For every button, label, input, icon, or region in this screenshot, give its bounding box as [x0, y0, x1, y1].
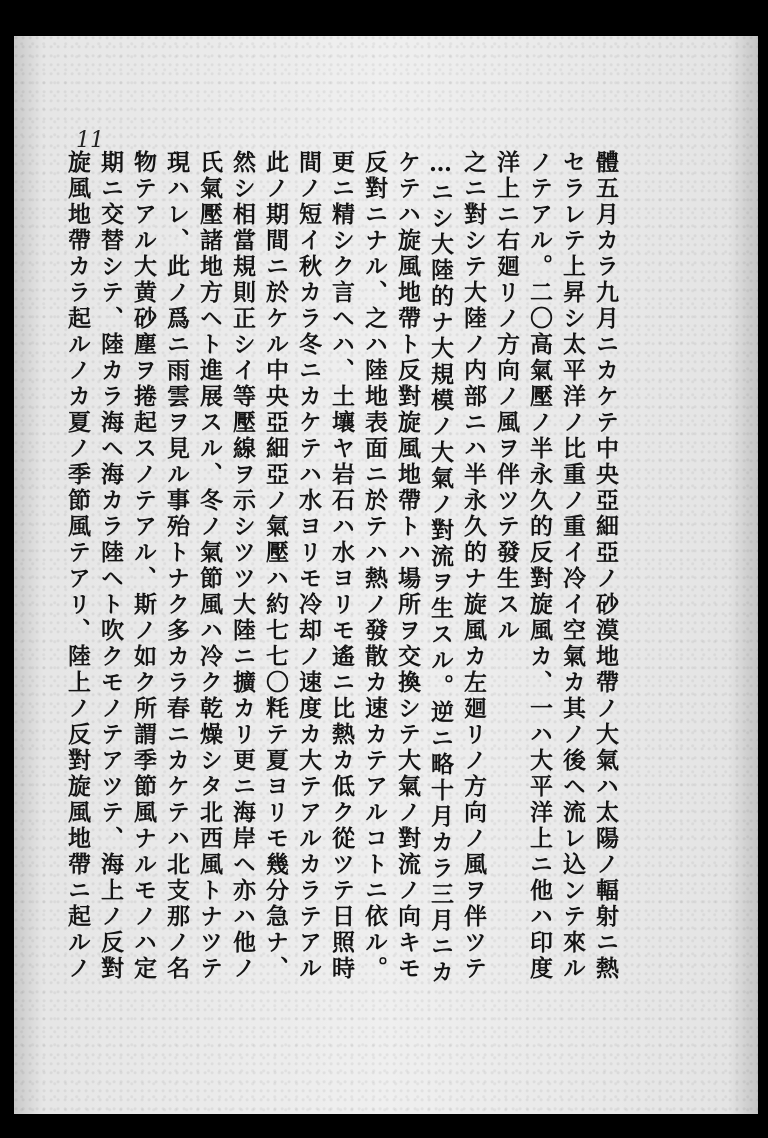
text-column: 期ニ交替シテ、陸カラ海ヘ海カラ陸ヘト吹クモノテアツテ、海上ノ反對 — [97, 150, 124, 982]
text-column: 之ニ對シテ大陸ノ内部ニハ半永久的ナ旋風カ左廻リノ方向ノ風ヲ伴ツテ — [460, 150, 487, 982]
page-number: 11 — [76, 128, 104, 153]
text-column: ケテハ旋風地帶ト反對旋風地帶トハ場所ヲ交換シテ大氣ノ對流ノ向キモ — [394, 150, 421, 982]
text-column: 然シ相當規則正シイ等壓線ヲ示シツツ大陸ニ擴カリ更ニ海岸ヘ亦ハ他ノ — [229, 150, 256, 982]
text-column: 旋風地帶カラ起ルノカ夏ノ季節風テアリ、陸上ノ反對旋風地帶ニ起ルノ — [64, 150, 91, 982]
text-column: 反對ニナル、之ハ陸地表面ニ於テハ熱ノ發散カ速カテアルコトニ依ル。 — [361, 150, 388, 982]
text-column: 現ハレ、此ノ爲ニ雨雲ヲ見ル事殆トナク多カラ春ニカケテハ北支那ノ名 — [163, 150, 190, 982]
text-column: 洋上ニ右廻リノ方向ノ風ヲ伴ツテ發生スル — [493, 150, 520, 644]
text-column: 氏氣壓諸地方ヘト進展スル、冬ノ氣節風ハ冷ク乾燥シタ北西風トナツテ — [196, 150, 223, 982]
text-column: 此ノ期間ニ於ケル中央亞細亞ノ氣壓ハ約七七〇粍テ夏ヨリモ幾分急ナ、 — [262, 150, 289, 982]
text-column: ノテアル。二〇高氣壓ノ半永久的反對旋風カ、一ハ大平洋上ニ他ハ印度 — [526, 150, 553, 982]
text-column: 間ノ短イ秋カラ冬ニカケテハ水ヨリモ冷却ノ速度カ大テアルカラテアル — [295, 150, 322, 982]
text-column: …ニシ大陸的ナ大規模ノ大氣ノ對流ヲ生スル。逆ニ略十月カラ三月ニカ — [427, 150, 454, 986]
text-column: 體五月カラ九月ニカケテ中央亞細亞ノ砂漠地帶ノ大氣ハ太陽ノ輻射ニ熱 — [592, 150, 619, 982]
text-column: 物テアル大黄砂塵ヲ捲起スノテアル、斯ノ如ク所謂季節風ナルモノハ定 — [130, 150, 157, 982]
document-page — [14, 36, 758, 1114]
vertical-text-body — [62, 150, 620, 1090]
text-column: セラレテ上昇シ太平洋ノ比重ノ重イ冷イ空氣カ其ノ後ヘ流レ込ンテ來ル — [559, 150, 586, 982]
text-column: 更ニ精シク言ヘハ、土壤ヤ岩石ハ水ヨリモ遙ニ比熱カ低ク從ツテ日照時 — [328, 150, 355, 982]
